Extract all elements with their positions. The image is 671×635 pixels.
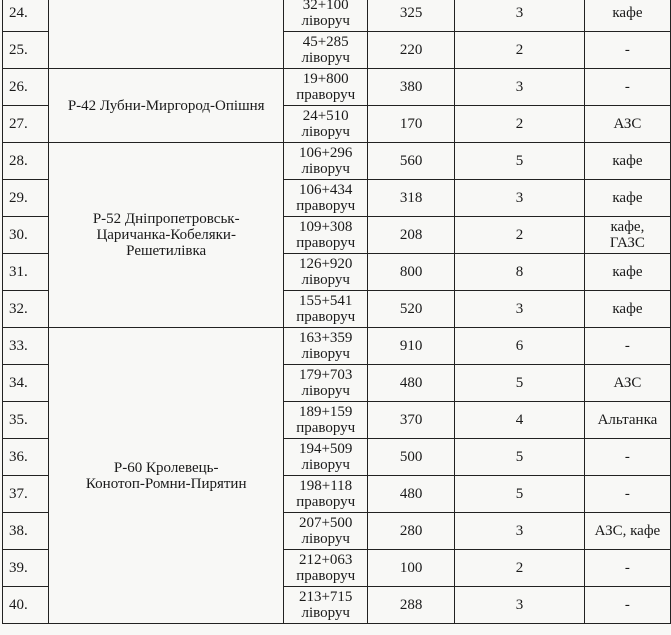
km-location: 179+703 ліворуч [298, 367, 353, 399]
km-location: 24+510 ліворуч [301, 108, 350, 140]
row-number: 40. [3, 587, 49, 624]
row-number: 24. [3, 0, 49, 32]
parking-places: 3 [455, 0, 585, 32]
road-name-text: Р-60 Кролевець- Конотоп-Ромни-Пирятин [85, 459, 247, 492]
km-location: 32+100 ліворуч [301, 0, 350, 29]
area-length: 910 [368, 328, 455, 365]
area-length: 170 [368, 106, 455, 143]
service-type: - [624, 597, 630, 613]
row-number: 30. [3, 217, 49, 254]
parking-places: 3 [455, 587, 585, 624]
row-number: 29. [3, 180, 49, 217]
row-number: 37. [3, 476, 49, 513]
row-number: 28. [3, 143, 49, 180]
row-number: 32. [3, 291, 49, 328]
service-type: - [624, 449, 630, 465]
road-name-r60 [49, 328, 284, 624]
km-location: 109+308 праворуч [296, 219, 356, 251]
table-row [3, 328, 671, 365]
table-row [3, 143, 671, 180]
km-location: 198+118 праворуч [296, 478, 356, 510]
service-type: - [624, 338, 630, 354]
km-location: 213+715 ліворуч [298, 589, 353, 621]
area-length: 100 [368, 550, 455, 587]
area-length: 480 [368, 476, 455, 513]
service-type: кафе [612, 264, 643, 280]
area-length: 288 [368, 587, 455, 624]
road-name-text: Р-52 Дніпропетровськ- Царичанка-Кобеляки- Решетилівка [92, 211, 240, 259]
km-location: 106+434 праворуч [296, 182, 356, 214]
km-location: 163+359 ліворуч [298, 330, 353, 362]
row-number: 39. [3, 550, 49, 587]
km-location: 126+920 ліворуч [298, 256, 353, 288]
parking-places: 3 [455, 291, 585, 328]
parking-places: 3 [455, 513, 585, 550]
row-number: 31. [3, 254, 49, 291]
parking-places: 4 [455, 402, 585, 439]
row-number: 35. [3, 402, 49, 439]
row-number: 36. [3, 439, 49, 476]
service-type: кафе [612, 5, 643, 21]
service-type: АЗС [613, 116, 642, 132]
row-number: 27. [3, 106, 49, 143]
service-type: АЗС [613, 375, 642, 391]
area-length: 520 [368, 291, 455, 328]
area-length: 500 [368, 439, 455, 476]
row-number: 25. [3, 32, 49, 69]
service-type: кафе, ГАЗС [609, 219, 645, 251]
km-location: 19+800 праворуч [296, 71, 356, 103]
service-type: - [624, 79, 630, 95]
km-location: 189+159 праворуч [296, 404, 356, 436]
area-length: 370 [368, 402, 455, 439]
area-length: 280 [368, 513, 455, 550]
area-length: 800 [368, 254, 455, 291]
area-length: 380 [368, 69, 455, 106]
service-type: АЗС, кафе [594, 523, 661, 539]
parking-places: 2 [455, 106, 585, 143]
rest-areas-table [2, 0, 671, 624]
parking-places: 3 [455, 180, 585, 217]
area-length: 480 [368, 365, 455, 402]
service-type: - [624, 560, 630, 576]
area-length: 208 [368, 217, 455, 254]
table-row [3, 69, 671, 106]
parking-places: 5 [455, 476, 585, 513]
parking-places: 5 [455, 365, 585, 402]
row-number: 34. [3, 365, 49, 402]
service-type: кафе [612, 190, 643, 206]
row-number: 33. [3, 328, 49, 365]
service-type: Альтанка [597, 412, 658, 428]
area-length: 325 [368, 0, 455, 32]
service-type: - [624, 42, 630, 58]
parking-places: 2 [455, 217, 585, 254]
km-location: 155+541 праворуч [296, 293, 356, 325]
km-location: 194+509 ліворуч [298, 441, 353, 473]
parking-places: 5 [455, 439, 585, 476]
road-name-r42 [49, 69, 284, 143]
area-length: 220 [368, 32, 455, 69]
parking-places: 8 [455, 254, 585, 291]
km-location: 207+500 ліворуч [298, 515, 353, 547]
km-location: 212+063 праворуч [296, 552, 356, 584]
service-type: - [624, 486, 630, 502]
km-location: 45+285 ліворуч [301, 34, 350, 66]
service-type: кафе [612, 153, 643, 169]
parking-places: 3 [455, 69, 585, 106]
parking-places: 6 [455, 328, 585, 365]
area-length: 560 [368, 143, 455, 180]
km-location: 106+296 ліворуч [298, 145, 353, 177]
row-number: 26. [3, 69, 49, 106]
road-cell-empty [49, 0, 284, 69]
parking-places: 2 [455, 550, 585, 587]
road-name-r52 [49, 143, 284, 328]
table-row [3, 0, 671, 32]
parking-places: 2 [455, 32, 585, 69]
parking-places: 5 [455, 143, 585, 180]
row-number: 38. [3, 513, 49, 550]
road-name-text: Р-42 Лубни-Миргород-Опішня [67, 97, 265, 114]
service-type: кафе [612, 301, 643, 317]
area-length: 318 [368, 180, 455, 217]
